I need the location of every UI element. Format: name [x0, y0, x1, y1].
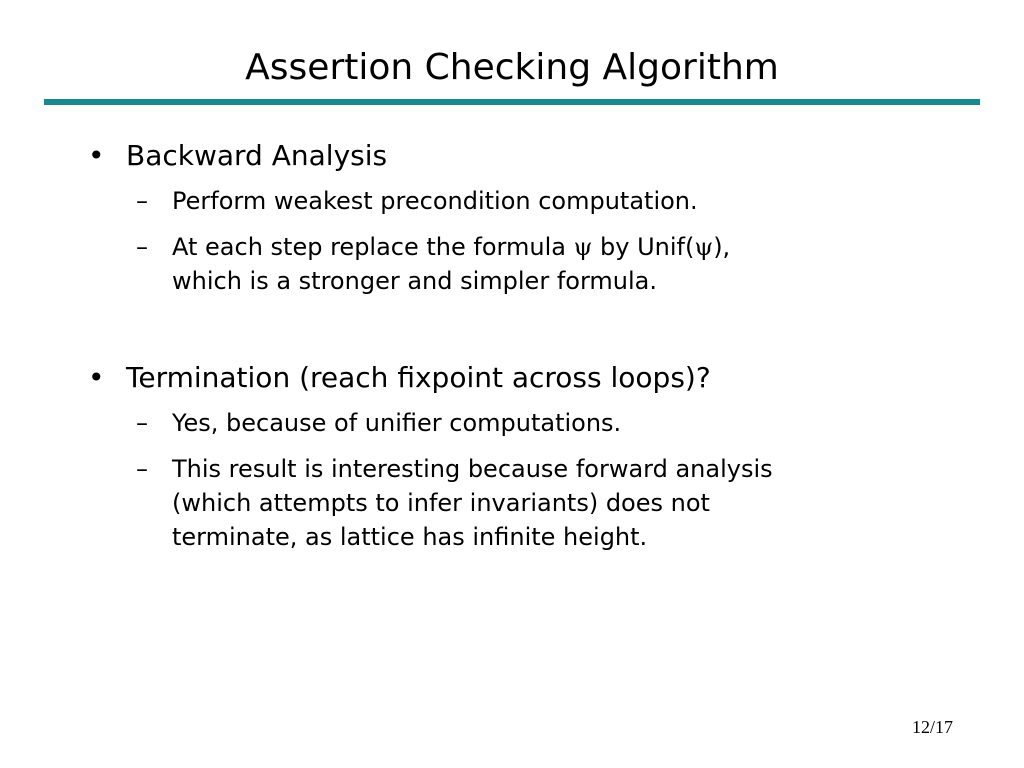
- psi-symbol: ψ: [694, 233, 714, 261]
- sub-item-interesting-result: [172, 452, 932, 554]
- dash-marker: –: [136, 455, 148, 483]
- psi-symbol: ψ: [573, 233, 593, 261]
- sub-item-line: Yes, because of unifier computations.: [172, 409, 622, 437]
- bullet-marker: •: [88, 139, 105, 172]
- sub-item-line: [172, 230, 932, 264]
- sub-item-weakest-precondition: [172, 184, 932, 218]
- sub-item-line: Perform weakest precondition computation.: [172, 187, 698, 215]
- sub-item-replace-formula: [172, 230, 932, 298]
- sub-item-unifier-computations: [172, 406, 932, 440]
- dash-marker: –: [136, 233, 148, 261]
- dash-marker: –: [136, 187, 148, 215]
- sub-item-line: This result is interesting because forward analysis: [172, 455, 773, 483]
- text-segment: ),: [713, 233, 731, 261]
- sub-item-line: which is a stronger and simpler formula.: [172, 267, 657, 295]
- text-segment: At each step replace the formula: [172, 233, 574, 261]
- bullet-marker: •: [88, 361, 105, 394]
- sub-item-line: terminate, as lattice has infinite height.: [172, 523, 648, 551]
- sub-item-line: (which attempts to infer invariants) does not: [172, 489, 710, 517]
- bullet-backward-analysis: Backward Analysis: [126, 139, 388, 172]
- text-segment: by Unif(: [592, 233, 695, 261]
- slide-title: Assertion Checking Algorithm: [245, 47, 779, 88]
- bullet-termination: Termination (reach fixpoint across loops)?: [126, 361, 711, 394]
- page-number: 12/17: [912, 717, 954, 737]
- dash-marker: –: [136, 409, 148, 437]
